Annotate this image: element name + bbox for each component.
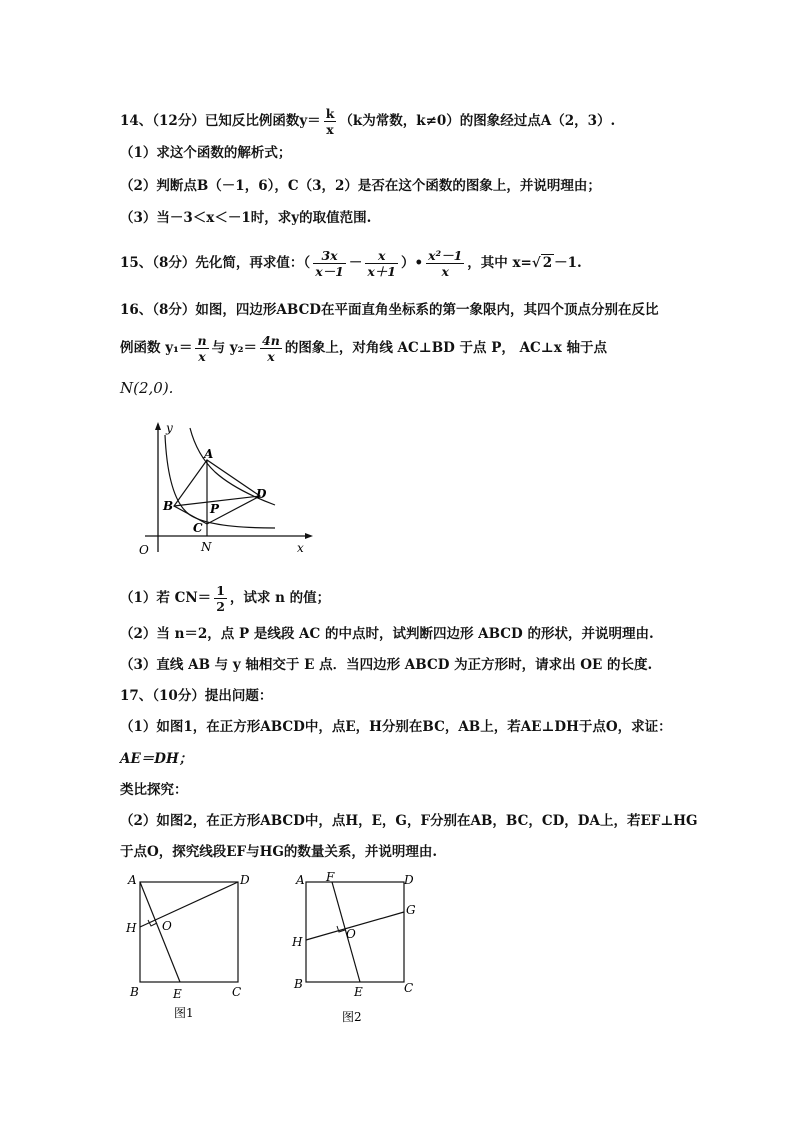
q17-part2b: 于点O，探究线段EF与HG的数量关系，并说明理由. — [120, 844, 438, 860]
q17-figure-1 — [122, 870, 262, 1030]
q14-tail: （k为常数，k≠0）的图象经过点A（2，3）. — [339, 113, 616, 129]
fig1-caption: 图1 — [174, 1006, 194, 1020]
label-x: x — [297, 541, 304, 555]
q17-analog: 类比探究： — [120, 782, 188, 798]
q15-line: 15、（8分）先化简，再求值：（ $\frac{3x}{x-1}$ － $\frac{x}{x+1}$ ）• $\frac{\text{x²－1}}{x}$ ，其中 x=√ 2 －1. — [120, 248, 582, 279]
fig2-caption: 图2 — [342, 1010, 362, 1024]
fig2-label-G: G — [406, 903, 416, 917]
q16-line2: 例函数 y₁＝ $\frac{n}{x}$ 与 y₂＝ $\frac{4n}{x}$ 的图象上，对角线 AC⊥BD 于点 P， AC⊥x 轴于点 — [120, 333, 608, 364]
q14-yeq: y＝ — [299, 113, 321, 129]
q14-part3: （3）当－3＜x＜－1时，求y的取值范围. — [120, 210, 372, 226]
q16-part2: （2）当 n＝2，点 P 是线段 AC 的中点时，试判断四边形 ABCD 的形状，并说明理由. — [120, 626, 654, 642]
q16-part3: （3）直线 AB 与 y 轴相交于 E 点．当四边形 ABCD 为正方形时，请求出 OE 的长度. — [120, 657, 653, 673]
q14-part2: （2）判断点B（－1，6），C（3，2）是否在这个函数的图象上，并说明理由； — [120, 178, 601, 194]
q17-title: 17、（10分）提出问题： — [120, 688, 273, 704]
segment-DH — [140, 882, 238, 927]
fig2-label-D: D — [404, 873, 414, 887]
label-D: D — [256, 487, 267, 501]
q17-part1b: AE＝DH； — [120, 751, 193, 767]
label-A: A — [204, 447, 214, 461]
q15-sqrt: 2 — [542, 255, 553, 271]
label-N: N — [201, 540, 212, 554]
fig1-label-D: D — [240, 873, 250, 887]
q16-frac-4n: $\frac{4n}{x}$ — [262, 333, 280, 364]
x-axis-arrow-icon — [305, 533, 313, 539]
segment-AE — [140, 882, 180, 982]
q16-line3: N(2,0). — [120, 379, 174, 397]
q14-fraction: $\frac{k}{x}$ — [325, 106, 335, 137]
fig2-label-H: H — [292, 935, 303, 949]
y-axis-arrow-icon — [155, 422, 161, 430]
fig2-label-F: F — [326, 870, 335, 884]
q16-line1: 16、（8分）如图，四边形ABCD在平面直角坐标系的第一象限内，其四个顶点分别在反比 — [120, 302, 659, 318]
fig1-label-E: E — [173, 987, 182, 1001]
fig1-label-H: H — [126, 921, 137, 935]
square-ABCD — [140, 882, 238, 982]
label-P: P — [210, 502, 220, 516]
label-O: O — [139, 543, 149, 557]
fig2-label-E: E — [354, 985, 363, 999]
curve-y1 — [165, 435, 275, 528]
q16-p1-fraction: $\frac{1}{2}$ — [216, 583, 225, 614]
q14-part1: （1）求这个函数的解析式； — [120, 145, 292, 161]
q15-frac3: $\frac{\text{x²－1}}{x}$ — [428, 248, 463, 279]
q14-line1 — [120, 106, 615, 137]
fig1-label-A: A — [128, 873, 137, 887]
fig2-label-O: O — [346, 927, 356, 941]
q14-lead: 14、（12分）已知反比例函数 — [120, 113, 300, 129]
q15-frac2: $\frac{x}{x+1}$ — [367, 248, 396, 279]
q15-frac1: $\frac{3x}{x-1}$ — [315, 248, 344, 279]
label-C: C — [193, 521, 203, 535]
q16-part1: （1）若 CN＝ $\frac{1}{2}$ ，试求 n 的值； — [120, 583, 331, 614]
fig1-label-C: C — [232, 985, 242, 999]
fig1-label-O: O — [162, 919, 172, 933]
fig2-label-C: C — [404, 981, 414, 995]
q17-part2a: （2）如图2，在正方形ABCD中，点H，E，G，F分别在AB，BC，CD，DA上，若EF⊥HG — [120, 813, 698, 829]
q16-frac-n: $\frac{n}{x}$ — [197, 333, 207, 364]
label-y: y — [166, 421, 173, 435]
q17-figure-2 — [286, 870, 426, 1030]
q17-part1a: （1）如图1，在正方形ABCD中，点E，H分别在BC，AB上，若AE⊥DH于点O，求证： — [120, 719, 672, 735]
fig2-label-A: A — [296, 873, 305, 887]
fig1-label-B: B — [130, 985, 139, 999]
fig2-label-B: B — [294, 977, 303, 991]
q16-coordinate-figure — [135, 420, 315, 560]
label-B: B — [163, 499, 174, 513]
